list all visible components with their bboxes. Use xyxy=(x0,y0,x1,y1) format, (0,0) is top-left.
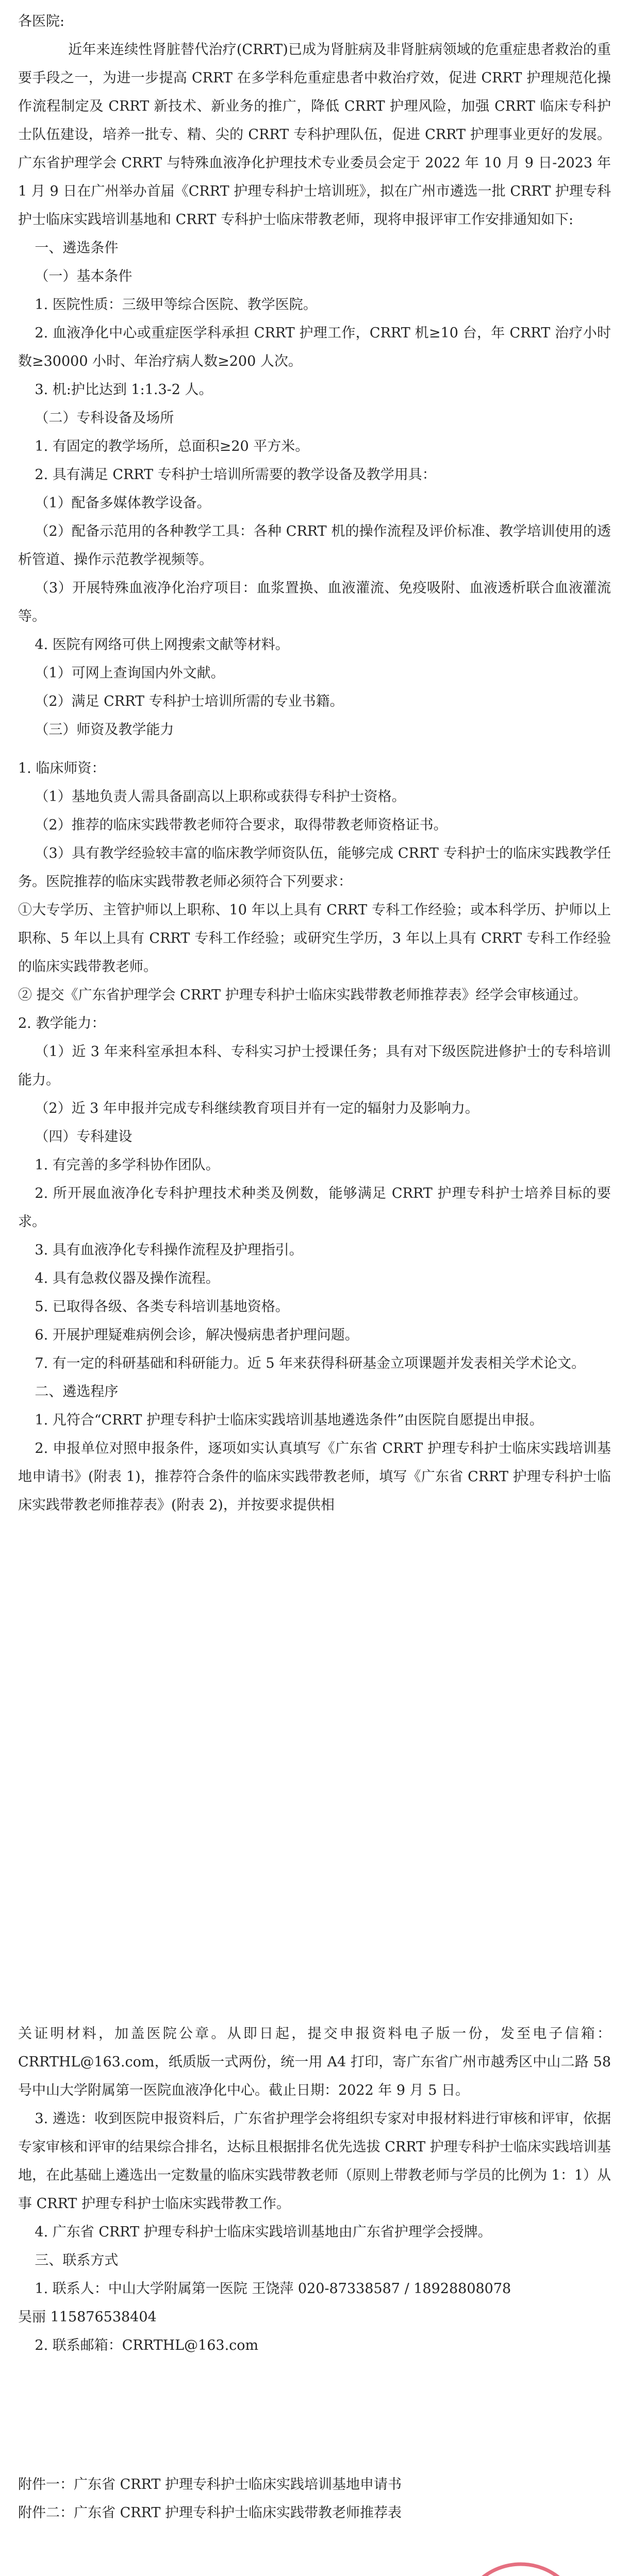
clause: 3. 具有血液净化专科操作流程及护理指引。 xyxy=(35,1242,303,1258)
subsection-heading: （二）专科设备及场所 xyxy=(35,410,174,426)
contact-person-2: 吴丽 115876538404 xyxy=(18,2309,157,2325)
salutation: 各医院: xyxy=(18,13,65,29)
clause: 2. 具有满足 CRRT 专科护士培训所需要的教学设备及教学用具： xyxy=(35,467,436,483)
clause: （1）近 3 年来科室承担本科、专科实习护士授课任务；具有对下级医院进修护士的专科培训能力。 xyxy=(18,1044,611,1088)
clause: ①大专学历、主管护师以上职称、10 年以上具有 CRRT 专科工作经验；或本科学历、护师以上职称、5 年以上具有 CRRT 专科工作经验；或研究生学历，3 年以上具有 CRRT 专科工作经验的临床实践带教老师。 xyxy=(18,902,611,975)
seal-icon xyxy=(443,2543,598,2576)
section-heading: 二、遴选程序 xyxy=(35,1384,119,1400)
attachment-2: 附件二：广东省 CRRT 护理专科护士临床实践带教老师推荐表 xyxy=(18,2505,402,2521)
contact-email: 2. 联系邮箱：CRRTHL@163.com xyxy=(35,2337,259,2353)
clause: 1. 医院性质：三级甲等综合医院、教学医院。 xyxy=(35,297,317,313)
clause: 2. 血液净化中心或重症医学科承担 CRRT 护理工作，CRRT 机≥10 台，年 CRRT 治疗小时数≥30000 小时、年治疗病人数≥200 人次。 xyxy=(18,325,611,369)
clause: 3. 机:护比达到 1:1.3-2 人。 xyxy=(35,382,213,398)
official-seal xyxy=(443,2543,598,2576)
seal-text xyxy=(443,2543,577,2576)
clause: 4. 医院有网络可供上网搜索文献等材料。 xyxy=(35,637,289,653)
clause: （3）开展特殊血液净化治疗项目：血浆置换、血液灌流、免疫吸附、血液透析联合血液灌流等。 xyxy=(18,580,611,624)
clause: （2）近 3 年申报并完成专科继续教育项目并有一定的辐射力及影响力。 xyxy=(35,1100,479,1116)
svg-text:东省护理学会 xyxy=(443,2543,577,2576)
spacer xyxy=(18,744,611,754)
section-heading: 三、联系方式 xyxy=(35,2252,119,2268)
clause: （1）可网上查询国内外文献。 xyxy=(35,665,225,681)
clause: 2. 申报单位对照申报条件，逐项如实认真填写《广东省 CRRT 护理专科护士临床实践培训基地申请书》(附表 1)，推荐符合条件的临床实践带教老师，填写《广东省 CRRT 护理专科护士临床实践带教老师推荐表》(附表 2)，并按要求提供相 xyxy=(18,1440,611,1513)
attachments xyxy=(18,2470,611,2527)
contact-person: 1. 联系人：中山大学附属第一医院 王饶萍 020-87338587 / 18928808078 xyxy=(35,2281,511,2297)
clause: 1. 凡符合“CRRT 护理专科护士临床实践培训基地遴选条件”由医院自愿提出申报。 xyxy=(35,1412,543,1428)
clause: 1. 有固定的教学场所，总面积≥20 平方米。 xyxy=(35,438,309,454)
subsection-heading: （三）师资及教学能力 xyxy=(35,722,174,738)
clause: （1）基地负责人需具备副高以上职称或获得专科护士资格。 xyxy=(35,789,406,805)
clause: （2）推荐的临床实践带教老师符合要求，取得带教老师资格证书。 xyxy=(35,817,448,833)
clause: （2）满足 CRRT 专科护士培训所需的专业书籍。 xyxy=(35,693,344,709)
clause-continued: 关证明材料，加盖医院公章。从即日起，提交申报资料电子版一份，发至电子信箱：CRRTHL@163.com，纸质版一式两份，统一用 A4 打印，寄广东省广州市越秀区中山二路 58 号中山大学附属第一医院血液净化中心。截止日期：2022 年 9 月 5 日。 xyxy=(18,2026,611,2098)
clause: （2）配备示范用的各种教学工具：各种 CRRT 机的操作流程及评价标准、教学培训使用的透析管道、操作示范教学视频等。 xyxy=(18,523,611,568)
section-heading: 一、遴选条件 xyxy=(35,240,119,256)
subsection-heading: （一）基本条件 xyxy=(35,268,133,284)
clause: 1. 临床师资： xyxy=(18,760,106,776)
clause: 6. 开展护理疑难病例会诊，解决慢病患者护理问题。 xyxy=(35,1327,359,1343)
subsection-heading: （四）专科建设 xyxy=(35,1129,133,1145)
clause: 3. 遴选：收到医院申报资料后，广东省护理学会将组织专家对申报材料进行审核和评审，依据专家审核和评审的结果综合排名，达标且根据排名优先选拔 CRRT 护理专科护士临床实践培训基地，在此基础上遴选出一定数量的临床实践带教老师（原则上带教老师与学员的比例为 1：1）从事 CRRT 护理专科护士临床实践带教工作。 xyxy=(18,2111,611,2212)
clause: （3）具有教学经验较丰富的临床教学师资队伍，能够完成 CRRT 专科护士的临床实践教学任务。医院推荐的临床实践带教老师必须符合下列要求： xyxy=(18,845,611,890)
clause: 5. 已取得各级、各类专科培训基地资格。 xyxy=(35,1299,289,1315)
clause: 4. 广东省 CRRT 护理专科护士临床实践培训基地由广东省护理学会授牌。 xyxy=(35,2224,492,2240)
intro-paragraph: 近年来连续性肾脏替代治疗(CRRT)已成为肾脏病及非肾脏病领域的危重症患者救治的重要手段之一，为进一步提高 CRRT 在多学科危重症患者中救治疗效，促进 CRRT 护理规范化操作流程制定及 CRRT 新技术、新业务的推广，降低 CRRT 护理风险，加强 CRRT 临床专科护士队伍建设，培养一批专、精、尖的 CRRT 专科护理队伍，促进 CRRT 护理事业更好的发展。广东省护理学会 CRRT 与特殊血液净化护理技术专业委员会定于 2022 年 10 月 9 日-2023 年 1 月 9 日在广州举办首届《CRRT 护理专科护士培训班》，拟在广州市遴选一批 CRRT 护理专科护士临床实践培训基地和 CRRT 专科护士临床带教老师，现将申报评审工作安排通知如下: xyxy=(18,42,611,228)
attachment-1: 附件一：广东省 CRRT 护理专科护士临床实践培训基地申请书 xyxy=(18,2477,402,2493)
clause: 4. 具有急救仪器及操作流程。 xyxy=(35,1270,220,1286)
clause: 2. 所开展血液净化专科护理技术种类及例数，能够满足 CRRT 护理专科护士培养目标的要求。 xyxy=(18,1185,611,1230)
clause: 7. 有一定的科研基础和科研能力。近 5 年来获得科研基金立项课题并发表相关学术论文。 xyxy=(35,1355,586,1371)
notice-body-part2 xyxy=(18,2020,611,2360)
notice-body-part1 xyxy=(18,36,611,1519)
clause: （1）配备多媒体教学设备。 xyxy=(35,495,211,511)
clause: ② 提交《广东省护理学会 CRRT 护理专科护士临床实践带教老师推荐表》经学会审核通过。 xyxy=(18,987,587,1003)
clause: 2. 教学能力： xyxy=(18,1015,106,1031)
clause: 1. 有完善的多学科协作团队。 xyxy=(35,1157,220,1173)
